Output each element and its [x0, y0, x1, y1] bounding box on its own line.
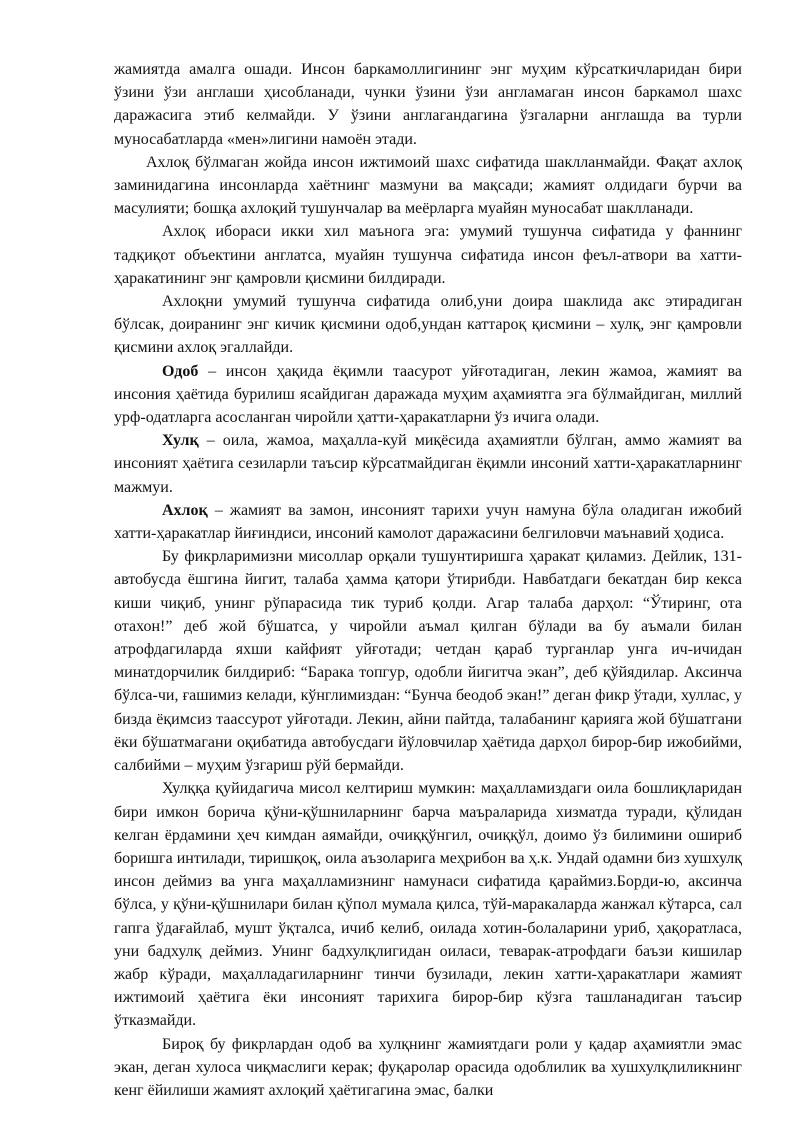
paragraph-6-definition-khulq [114, 429, 742, 499]
paragraph-1 [114, 58, 742, 151]
paragraph-6-text: – оила, жамоа, маҳалла-куй миқёсида аҳамиятли бўлган, аммо жамият ва инсоният ҳаётига сезиларли таъсир кўрсатмайдиган ёқимли инсоний хатти-ҳаракатларнинг мажмуи. [114, 432, 742, 496]
paragraph-9 [114, 777, 742, 1032]
paragraph-5-text: – инсон ҳақида ёқимли таасурот уйғотадиган, лекин жамоа, жамият ва инсония ҳаётида бурилиш ясайдиган даражада муҳим аҳамиятга эга бўлмайдиган, миллий урф-одатларга асосланган чиройли ҳатти-ҳаракатларни ўз ичига олади. [114, 362, 742, 427]
paragraph-7-text: – жамият ва замон, инсоният тарихи учун намуна бўла оладиган ижобий хатти-ҳаракатлар йиғиндиси, инсоний камолот даражасини белгиловчи маънавий ҳодиса. [114, 501, 742, 543]
term-khulq: Хулқ [162, 432, 199, 450]
paragraph-10-text: Бироқ бу фикрлардан одоб ва хулқнинг жамиятдаги роли у қадар аҳамиятли эмас экан, деган хулоса чиқмаслиги керак; фуқаролар орасида одоблилик ва хушхулқлиликнинг кенг ёйилиши жамият ахлоқий ҳаётигагина эмас, балки [114, 1035, 742, 1099]
paragraph-8 [114, 545, 742, 777]
paragraph-4-text: Ахлоқни умумий тушунча сифатида олиб,уни доира шаклида акс этирадиган бўлсак, доиранинг энг кичик қисмини одоб,ундан каттароқ қисмини – хулқ, энг қамровли қисмини ахлоқ эгаллайди. [114, 293, 742, 357]
paragraph-7-definition-akhloq [114, 499, 742, 545]
document-page [114, 58, 742, 1102]
paragraph-9-text: Хулққа қуйидагича мисол келтириш мумкин: маҳалламиздаги оила бошлиқларидан бири имкон борича қўни-қўшниларнинг барча маъраларида хизматда туради, қўлидан келган ёрдамини ҳеч кимдан аямайди, очиққўнгил, очиққўл, доимо ўз билимини ошириб боришга интилади, тиришқоқ, оила аъзоларига меҳрибон ва ҳ.к. Ундай одамни биз хушхулқ инсон деймиз ва унга маҳалламизнинг намунаси сифатида қараймиз.Борди-ю, аксинча бўлса, у қўни-қўшнилари билан қўпол мумала қилса, тўй-маракаларда жанжал кўтарса, сал гапга ўдағайлаб, мушт ўқталса, ичиб келиб, оилада хотин-болаларини уриб, ҳақоратласа, уни бадхулқ деймиз. Унинг бадхулқлигидан оиласи, теварак-атрофдаги баъзи кишилар жабр кўради, маҳалладагиларнинг тинчи бузилади, лекин хатти-ҳаракатлари жамият ижтимоий ҳаётига ёки инсоният тарихига бирор-бир кўзга ташланадиган таъсир ўтказмайди. [114, 780, 742, 1030]
paragraph-2-text: Ахлоқ бўлмаган жойда инсон ижтимоий шахс сифатида шаклланмайди. Фақат ахлоқ заминидагина инсонларда хаётнинг мазмуни ва мақсади; жамият олдидаги бурчи ва масулияти; бошқа ахлоқий тушунчалар ва меёрларга муайян муносабат шаклланади. [114, 153, 742, 218]
paragraph-5-definition-odob [114, 360, 742, 430]
paragraph-3 [114, 220, 742, 290]
term-odob: Одоб [162, 362, 199, 380]
term-akhloq: Ахлоқ [162, 501, 208, 519]
paragraph-1-text: жамиятда амалга ошади. Инсон баркамоллигининг энг муҳим кўрсаткичларидан бири ўзини ўзи англаши ҳисобланади, чунки ўзини ўзи англамаган инсон баркамол шахс даражасига этиб келмайди. У ўзини англагандагина ўзгаларни англашда ва турли муносабатларда «мен»лигини намоён этади. [114, 61, 742, 148]
paragraph-3-text: Ахлоқ ибораси икки хил маънога эга: умумий тушунча сифатида у фаннинг тадқиқот объектини англатса, муайян тушунча сифатида инсон феъл-атвори ва хатти-ҳаракатининг энг қамровли қисмини билдиради. [114, 223, 742, 287]
paragraph-4 [114, 290, 742, 360]
paragraph-10 [114, 1033, 742, 1103]
paragraph-2 [114, 151, 742, 221]
paragraph-8-text: Бу фикрларимизни мисоллар орқали тушунтиришга ҳаракат қиламиз. Дейлик, 131-автобусда ёшгина йигит, талаба ҳамма қатори ўтирибди. Навбатдаги бекатдан бир кекса киши чиқиб, унинг рўпарасида тик туриб қолди. Агар талаба дарҳол: “Ўтиринг, ота отахон!” деб жой бўшатса, у чиройли аъмал қилган бўлади ва бу аъмали билан атрофдагиларда яхши кайфият уйғотади; четдан қараб турганлар унга ич-ичидан минатдорчилик билдириб: “Барака топгур, одобли йигитча экан”, деб қўйядилар. Аксинча бўлса-чи, ғашимиз келади, кўнглимиздан: “Бунча беодоб экан!” деган фикр ўтади, хуллас, у бизда ёқимсиз таассурот уйғотади. Лекин, айни пайтда, талабанинг қарияга жой бўшатгани ёки бўшатмагани оқибатида автобусдаги йўловчилар ҳаётида дарҳол бирор-бир ижобийми, салбийми – муҳим ўзгариш рўй бермайди. [114, 548, 742, 775]
